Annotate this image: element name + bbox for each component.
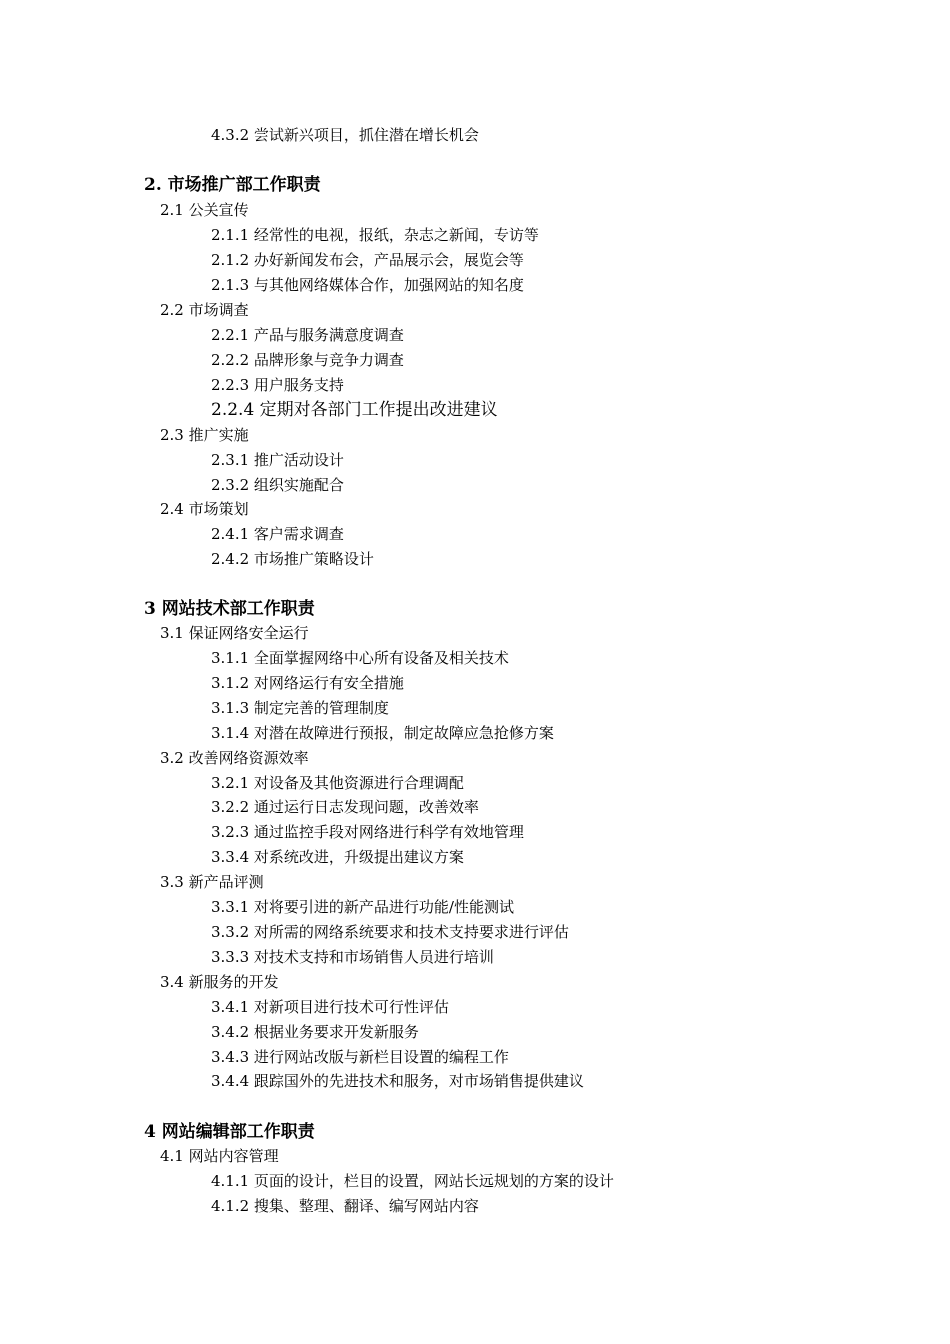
item-2-3-1: 2.3.1 推广活动设计 bbox=[211, 451, 344, 469]
item-3-4-1: 3.4.1 对新项目进行技术可行性评估 bbox=[211, 998, 449, 1016]
item-2-1-3: 2.1.3 与其他网络媒体合作，加强网站的知名度 bbox=[211, 276, 524, 294]
item-3-2-1: 3.2.1 对设备及其他资源进行合理调配 bbox=[211, 774, 464, 792]
item-3-3-3: 3.3.3 对技术支持和市场销售人员进行培训 bbox=[211, 948, 494, 966]
item-3-4-3: 3.4.3 进行网站改版与新栏目设置的编程工作 bbox=[211, 1048, 509, 1066]
item-2-1-1: 2.1.1 经常性的电视，报纸，杂志之新闻，专访等 bbox=[211, 226, 539, 244]
item-3-4-2: 3.4.2 根据业务要求开发新服务 bbox=[211, 1023, 419, 1041]
subsection-2-2: 2.2 市场调查 bbox=[160, 301, 249, 319]
item-3-3-4: 3.3.4 对系统改进，升级提出建议方案 bbox=[211, 848, 464, 866]
subsection-4-1: 4.1 网站内容管理 bbox=[160, 1147, 279, 1165]
item-2-4-2: 2.4.2 市场推广策略设计 bbox=[211, 550, 374, 568]
item-4-1-1: 4.1.1 页面的设计，栏目的设置，网站长远规划的方案的设计 bbox=[211, 1172, 614, 1190]
subsection-2-4: 2.4 市场策划 bbox=[160, 500, 249, 518]
item-2-2-1: 2.2.1 产品与服务满意度调查 bbox=[211, 326, 404, 344]
section-heading-4: 4 网站编辑部工作职责 bbox=[144, 1122, 315, 1142]
section-heading-3: 3 网站技术部工作职责 bbox=[144, 599, 315, 619]
item-2-2-4: 2.2.4 定期对各部门工作提出改进建议 bbox=[211, 400, 498, 420]
item-3-3-2: 3.3.2 对所需的网络系统要求和技术支持要求进行评估 bbox=[211, 923, 569, 941]
subsection-3-3: 3.3 新产品评测 bbox=[160, 873, 264, 891]
item-2-3-2: 2.3.2 组织实施配合 bbox=[211, 476, 344, 494]
subsection-3-1: 3.1 保证网络安全运行 bbox=[160, 624, 309, 642]
item-3-1-2: 3.1.2 对网络运行有安全措施 bbox=[211, 674, 404, 692]
item-3-2-2: 3.2.2 通过运行日志发现问题，改善效率 bbox=[211, 798, 479, 816]
subsection-3-4: 3.4 新服务的开发 bbox=[160, 973, 279, 991]
section-heading-2: 2. 市场推广部工作职责 bbox=[144, 175, 321, 195]
subsection-3-2: 3.2 改善网络资源效率 bbox=[160, 749, 309, 767]
item-4-3-2: 4.3.2 尝试新兴项目，抓住潜在增长机会 bbox=[211, 126, 479, 144]
item-2-2-2: 2.2.2 品牌形象与竞争力调查 bbox=[211, 351, 404, 369]
item-3-1-4: 3.1.4 对潜在故障进行预报，制定故障应急抢修方案 bbox=[211, 724, 554, 742]
item-3-1-1: 3.1.1 全面掌握网络中心所有设备及相关技术 bbox=[211, 649, 509, 667]
item-2-2-3: 2.2.3 用户服务支持 bbox=[211, 376, 344, 394]
subsection-2-1: 2.1 公关宣传 bbox=[160, 201, 249, 219]
item-3-4-4: 3.4.4 跟踪国外的先进技术和服务，对市场销售提供建议 bbox=[211, 1072, 584, 1090]
item-4-1-2: 4.1.2 搜集、整理、翻译、编写网站内容 bbox=[211, 1197, 479, 1215]
item-3-2-3: 3.2.3 通过监控手段对网络进行科学有效地管理 bbox=[211, 823, 524, 841]
item-3-3-1: 3.3.1 对将要引进的新产品进行功能/性能测试 bbox=[211, 898, 514, 916]
item-2-1-2: 2.1.2 办好新闻发布会，产品展示会，展览会等 bbox=[211, 251, 524, 269]
item-2-4-1: 2.4.1 客户需求调查 bbox=[211, 525, 344, 543]
subsection-2-3: 2.3 推广实施 bbox=[160, 426, 249, 444]
item-3-1-3: 3.1.3 制定完善的管理制度 bbox=[211, 699, 389, 717]
